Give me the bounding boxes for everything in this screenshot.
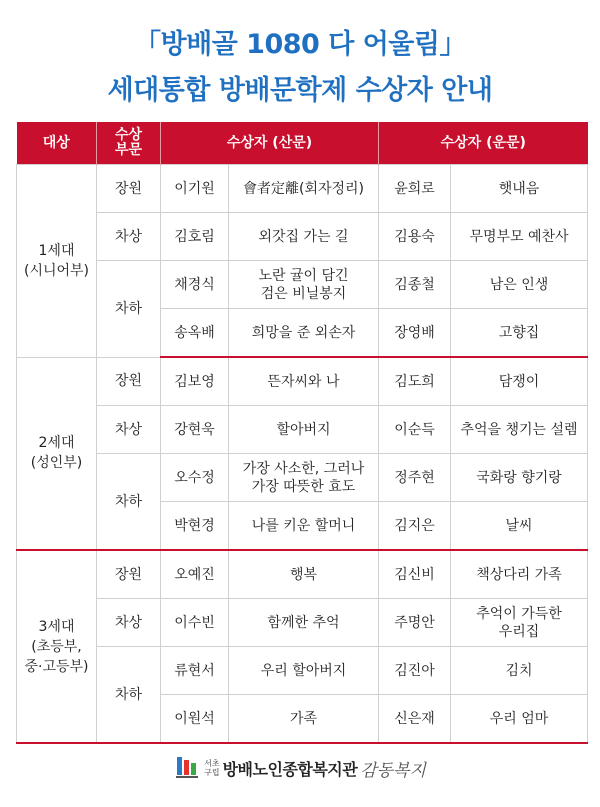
prose-title: 우리 할아버지 [229, 647, 379, 695]
award-cell: 장원 [97, 550, 161, 599]
generation-cell: 3세대 (초등부, 중·고등부) [17, 550, 97, 743]
prose-name: 채경식 [161, 261, 229, 309]
verse-title: 고향집 [451, 309, 588, 358]
table-row [17, 357, 588, 406]
verse-name: 김진아 [379, 647, 451, 695]
award-cell: 장원 [97, 165, 161, 213]
prose-name: 오수정 [161, 454, 229, 502]
award-cell: 차하 [97, 647, 161, 744]
prose-title: 함께한 추억 [229, 599, 379, 647]
welfare-slogan: 감동복지 [360, 760, 426, 781]
verse-title: 우리 엄마 [451, 695, 588, 744]
header-award: 수상 부문 [97, 122, 161, 165]
footer-logo [0, 748, 600, 788]
prose-name: 송옥배 [161, 309, 229, 358]
prose-name: 이수빈 [161, 599, 229, 647]
prose-name: 이기원 [161, 165, 229, 213]
verse-name: 윤희로 [379, 165, 451, 213]
logo-small-line2: 구립 [204, 768, 220, 777]
award-cell: 차상 [97, 599, 161, 647]
verse-name: 정주현 [379, 454, 451, 502]
verse-title: 김치 [451, 647, 588, 695]
page-title-line1: 「방배골 1080 다 어울림」 [134, 29, 466, 60]
header-row [17, 122, 588, 165]
award-cell: 장원 [97, 357, 161, 406]
award-cell: 차상 [97, 406, 161, 454]
verse-title: 햇내음 [451, 165, 588, 213]
verse-name: 김종철 [379, 261, 451, 309]
table-row [17, 454, 588, 502]
prose-title: 가족 [229, 695, 379, 744]
prose-title: 나를 키운 할머니 [229, 502, 379, 551]
verse-name: 신은재 [379, 695, 451, 744]
verse-title: 국화랑 향기랑 [451, 454, 588, 502]
prose-name: 강현욱 [161, 406, 229, 454]
prose-title: 할아버지 [229, 406, 379, 454]
verse-name: 이순득 [379, 406, 451, 454]
prose-name: 김호림 [161, 213, 229, 261]
header-prose: 수상자 (산문) [161, 122, 379, 165]
verse-name: 김도희 [379, 357, 451, 406]
welfare-center-logo-icon [174, 754, 200, 782]
logo-small-line1: 서초 [204, 759, 220, 768]
generation-cell: 2세대 (성인부) [17, 357, 97, 550]
verse-title: 책상다리 가족 [451, 550, 588, 599]
table-row [17, 406, 588, 454]
table-row [17, 550, 588, 599]
verse-title: 무명부모 예찬사 [451, 213, 588, 261]
prose-title: 가장 사소한, 그러나 가장 따뜻한 효도 [229, 454, 379, 502]
logo-district-label [204, 759, 219, 777]
prose-title: 會者定離(회자정리) [229, 165, 379, 213]
prose-title: 행복 [229, 550, 379, 599]
verse-name: 김지은 [379, 502, 451, 551]
prose-name: 박현경 [161, 502, 229, 551]
table-row [17, 213, 588, 261]
prose-name: 이원석 [161, 695, 229, 744]
prose-name: 오예진 [161, 550, 229, 599]
winners-table [16, 122, 588, 744]
verse-title: 날씨 [451, 502, 588, 551]
award-cell: 차상 [97, 213, 161, 261]
header-verse: 수상자 (운문) [379, 122, 588, 165]
verse-title: 남은 인생 [451, 261, 588, 309]
verse-title: 추억을 챙기는 설렘 [451, 406, 588, 454]
verse-name: 김신비 [379, 550, 451, 599]
page-title-line2: 세대통합 방배문학제 수상자 안내 [107, 75, 493, 106]
prose-name: 김보영 [161, 357, 229, 406]
table-row [17, 647, 588, 695]
prose-title: 뜬자씨와 나 [229, 357, 379, 406]
verse-title: 추억이 가득한 우리집 [451, 599, 588, 647]
table-row [17, 165, 588, 213]
verse-name: 장영배 [379, 309, 451, 358]
award-cell: 차하 [97, 261, 161, 358]
table-row [17, 599, 588, 647]
welfare-center-name: 방배노인종합복지관 [222, 759, 358, 779]
header-target: 대상 [17, 122, 97, 165]
prose-title: 희망을 준 외손자 [229, 309, 379, 358]
generation-cell: 1세대 (시니어부) [17, 165, 97, 358]
award-cell: 차하 [97, 454, 161, 551]
prose-title: 외갓집 가는 길 [229, 213, 379, 261]
verse-title: 담쟁이 [451, 357, 588, 406]
prose-name: 류현서 [161, 647, 229, 695]
table-row [17, 261, 588, 309]
verse-name: 주명안 [379, 599, 451, 647]
verse-name: 김용숙 [379, 213, 451, 261]
prose-title: 노란 귤이 담긴 검은 비닐봉지 [229, 261, 379, 309]
